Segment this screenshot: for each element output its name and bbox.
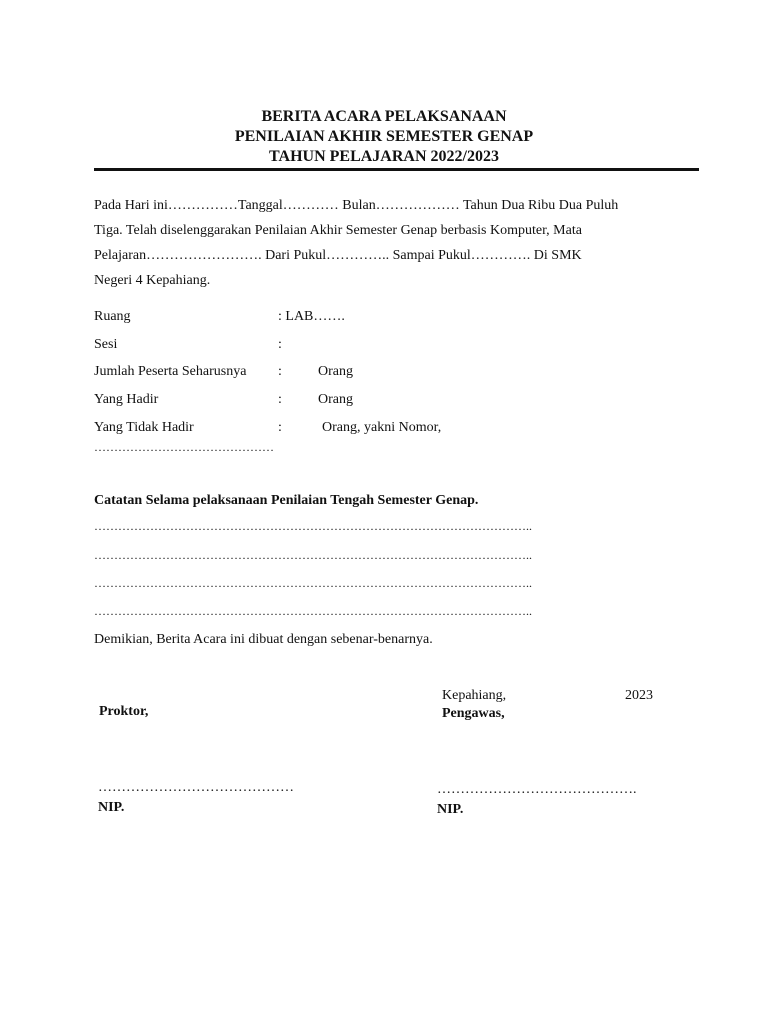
field-colon-ruang: : LAB……. <box>278 309 345 324</box>
field-colon-sesi: : <box>278 337 282 352</box>
field-label-ruang: Ruang <box>94 309 131 324</box>
document-title-line-1: BERITA ACARA PELAKSANAAN <box>261 108 507 125</box>
document-title-line-2: PENILAIAN AKHIR SEMESTER GENAP <box>234 128 534 145</box>
notes-line-4: ……………………………………………………………………………………………….. <box>94 604 532 618</box>
notes-line-1: ……………………………………………………………………………………………….. <box>94 519 532 533</box>
proktor-nip: NIP. <box>98 800 125 815</box>
closing-statement: Demikian, Berita Acara ini dibuat dengan sebenar-benarnya. <box>94 632 433 647</box>
notes-line-3: ……………………………………………………………………………………………….. <box>94 576 532 590</box>
field-colon-yang-hadir: : <box>278 392 282 407</box>
signature-place: Kepahiang, <box>442 688 507 703</box>
intro-line-2: Tiga. Telah diselenggarakan Penilaian Akhir Semester Genap berbasis Komputer, Mata <box>94 223 582 238</box>
signature-year: 2023 <box>625 688 653 703</box>
field-colon-yang-tidak-hadir: : <box>278 420 282 435</box>
field-label-yang-tidak-hadir: Yang Tidak Hadir <box>94 420 194 435</box>
field-value-jumlah-peserta: Orang <box>318 364 353 379</box>
proktor-role: Proktor, <box>99 704 149 719</box>
proktor-signature-line: …………………………………… <box>98 780 294 795</box>
pengawas-signature-line: ……………………………………. <box>437 782 637 797</box>
intro-line-1: Pada Hari ini……………Tanggal………… Bulan……………… Tahun Dua Ribu Dua Puluh <box>94 198 619 213</box>
header-rule <box>94 168 699 171</box>
field-colon-jumlah-peserta: : <box>278 364 282 379</box>
field-label-jumlah-peserta: Jumlah Peserta Seharusnya <box>94 364 247 379</box>
field-label-yang-hadir: Yang Hadir <box>94 392 159 407</box>
notes-line-2: ……………………………………………………………………………………………….. <box>94 548 532 562</box>
field-value-yang-tidak-hadir: Orang, yakni Nomor, <box>322 420 442 435</box>
notes-heading: Catatan Selama pelaksanaan Penilaian Tengah Semester Genap. <box>94 493 479 508</box>
field-label-sesi: Sesi <box>94 337 118 352</box>
field-value-yang-hadir: Orang <box>318 392 353 407</box>
intro-line-4: Negeri 4 Kepahiang. <box>94 273 211 288</box>
pengawas-role: Pengawas, <box>442 706 505 721</box>
intro-line-3: Pelajaran……………………. Dari Pukul………….. Sampai Pukul…………. Di SMK <box>94 248 582 263</box>
document-title-line-3: TAHUN PELAJARAN 2022/2023 <box>269 148 499 165</box>
absent-numbers-dots: ……………………………………… <box>94 440 274 454</box>
pengawas-nip: NIP. <box>437 802 464 817</box>
